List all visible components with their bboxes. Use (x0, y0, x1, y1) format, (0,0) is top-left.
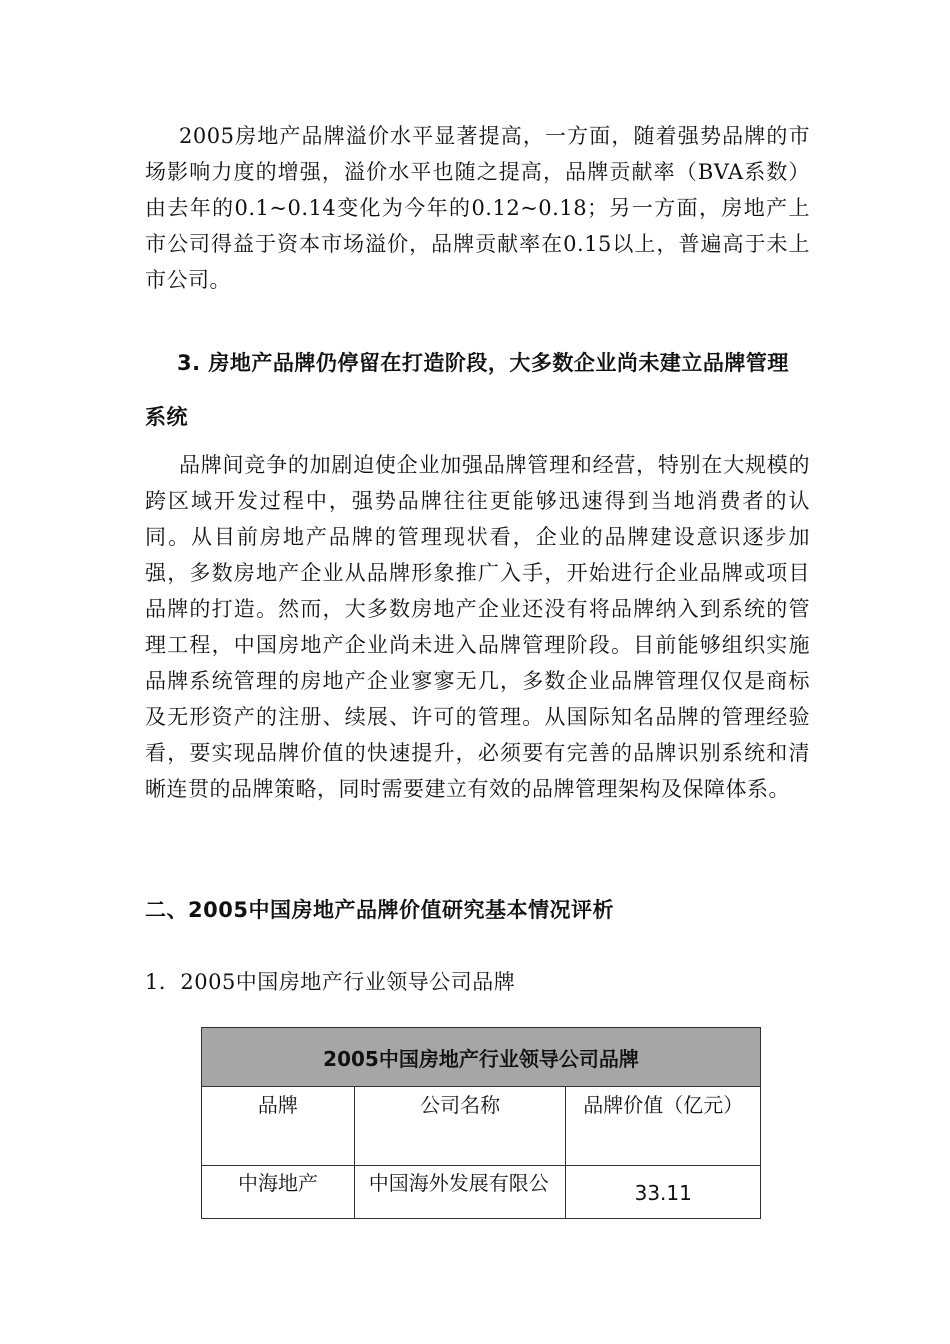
part-heading-2: 二、2005中国房地产品牌价值研究基本情况评析 (145, 898, 614, 922)
column-header-value: 品牌价值（亿元） (566, 1087, 761, 1166)
cell-value: 33.11 (566, 1166, 761, 1219)
subheading-1: 1．2005中国房地产行业领导公司品牌 (145, 970, 516, 994)
brand-value-table (201, 1027, 761, 1219)
table-title: 2005中国房地产行业领导公司品牌 (202, 1028, 761, 1087)
table-header-row (202, 1087, 761, 1166)
cell-brand: 中海地产 (202, 1166, 355, 1219)
section-heading-3: 3. 房地产品牌仍停留在打造阶段，大多数企业尚未建立品牌管理系统 (145, 351, 789, 429)
paragraph-brand-management: 品牌间竞争的加剧迫使企业加强品牌管理和经营，特别在大规模的跨区域开发过程中，强势品牌往往更能够迅速得到当地消费者的认同。从目前房地产品牌的管理现状看，企业的品牌建设意识逐步加强，多数房地产企业从品牌形象推广入手，开始进行企业品牌或项目品牌的打造。然而，大多数房地产企业还没有将品牌纳入到系统的管理工程，中国房地产企业尚未进入品牌管理阶段。目前能够组织实施品牌系统管理的房地产企业寥寥无几，多数企业品牌管理仅仅是商标及无形资产的注册、续展、许可的管理。从国际知名品牌的管理经验看，要实现品牌价值的快速提升，必须要有完善的品牌识别系统和清晰连贯的品牌策略，同时需要建立有效的品牌管理架构及保障体系。 (145, 453, 810, 801)
column-header-brand: 品牌 (202, 1087, 355, 1166)
table-title-row (202, 1028, 761, 1087)
column-header-company: 公司名称 (354, 1087, 566, 1166)
table-row (202, 1166, 761, 1219)
cell-company: 中国海外发展有限公 (354, 1166, 566, 1219)
paragraph-brand-premium: 2005房地产品牌溢价水平显著提高，一方面，随着强势品牌的市场影响力度的增强，溢价水平也随之提高，品牌贡献率（BVA系数）由去年的0.1~0.14变化为今年的0.12~0.18；另一方面，房地产上市公司得益于资本市场溢价，品牌贡献率在0.15以上，普遍高于未上市公司。 (145, 124, 810, 292)
